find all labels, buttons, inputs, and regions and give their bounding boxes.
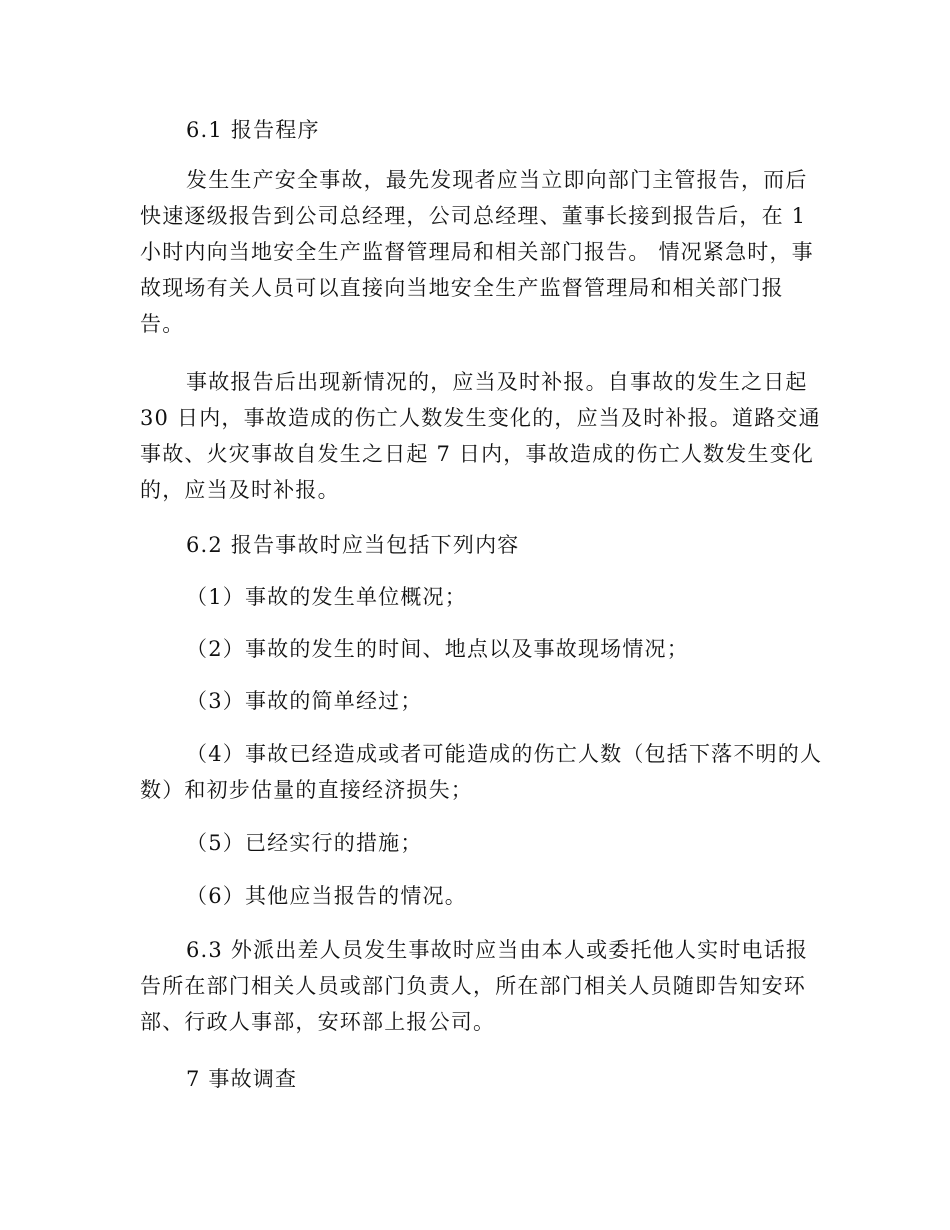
list-item: （1）事故的发生单位概况； — [186, 585, 467, 609]
paragraph-line: 告所在部门相关人员或部门负责人，所在部门相关人员随即告知安环 — [140, 974, 806, 998]
list-item: （5）已经实行的措施； — [186, 831, 423, 855]
paragraph-line: 故现场有关人员可以直接向当地安全生产监督管理局和相关部门报 — [140, 276, 784, 300]
list-item: （3）事故的简单经过； — [186, 689, 423, 713]
list-item: （2）事故的发生的时间、地点以及事故现场情况； — [186, 637, 689, 661]
paragraph-line: 发生生产安全事故，最先发现者应当立即向部门主管报告，而后 — [186, 168, 808, 192]
paragraph-line: 6.3 外派出差人员发生事故时应当由本人或委托他人实时电话报 — [186, 938, 809, 962]
section-6-1-heading: 6.1 报告程序 — [186, 118, 320, 142]
paragraph-line: 告。 — [140, 312, 185, 336]
list-item-continuation: 数）和初步估量的直接经济损失； — [140, 778, 473, 802]
paragraph-line: 事故、火灾事故自发生之日起 7 日内，事故造成的伤亡人数发生变化 — [140, 442, 815, 466]
list-item: （6）其他应当报告的情况。 — [186, 884, 467, 908]
paragraph-line: 部、行政人事部，安环部上报公司。 — [140, 1010, 496, 1034]
paragraph-line: 的，应当及时补报。 — [140, 478, 340, 502]
list-item: （4）事故已经造成或者可能造成的伤亡人数（包括下落不明的人 — [186, 742, 823, 766]
paragraph-line: 事故报告后出现新情况的，应当及时补报。自事故的发生之日起 — [186, 370, 808, 394]
section-7-heading: 7 事故调查 — [186, 1067, 298, 1091]
section-6-2-heading: 6.2 报告事故时应当包括下列内容 — [186, 533, 520, 557]
paragraph-line: 快速逐级报告到公司总经理，公司总经理、董事长接到报告后，在 1 — [140, 204, 807, 228]
paragraph-line: 小时内向当地安全生产监督管理局和相关部门报告。 情况紧急时，事 — [140, 240, 814, 264]
paragraph-line: 30 日内，事故造成的伤亡人数发生变化的，应当及时补报。道路交通 — [140, 406, 821, 430]
